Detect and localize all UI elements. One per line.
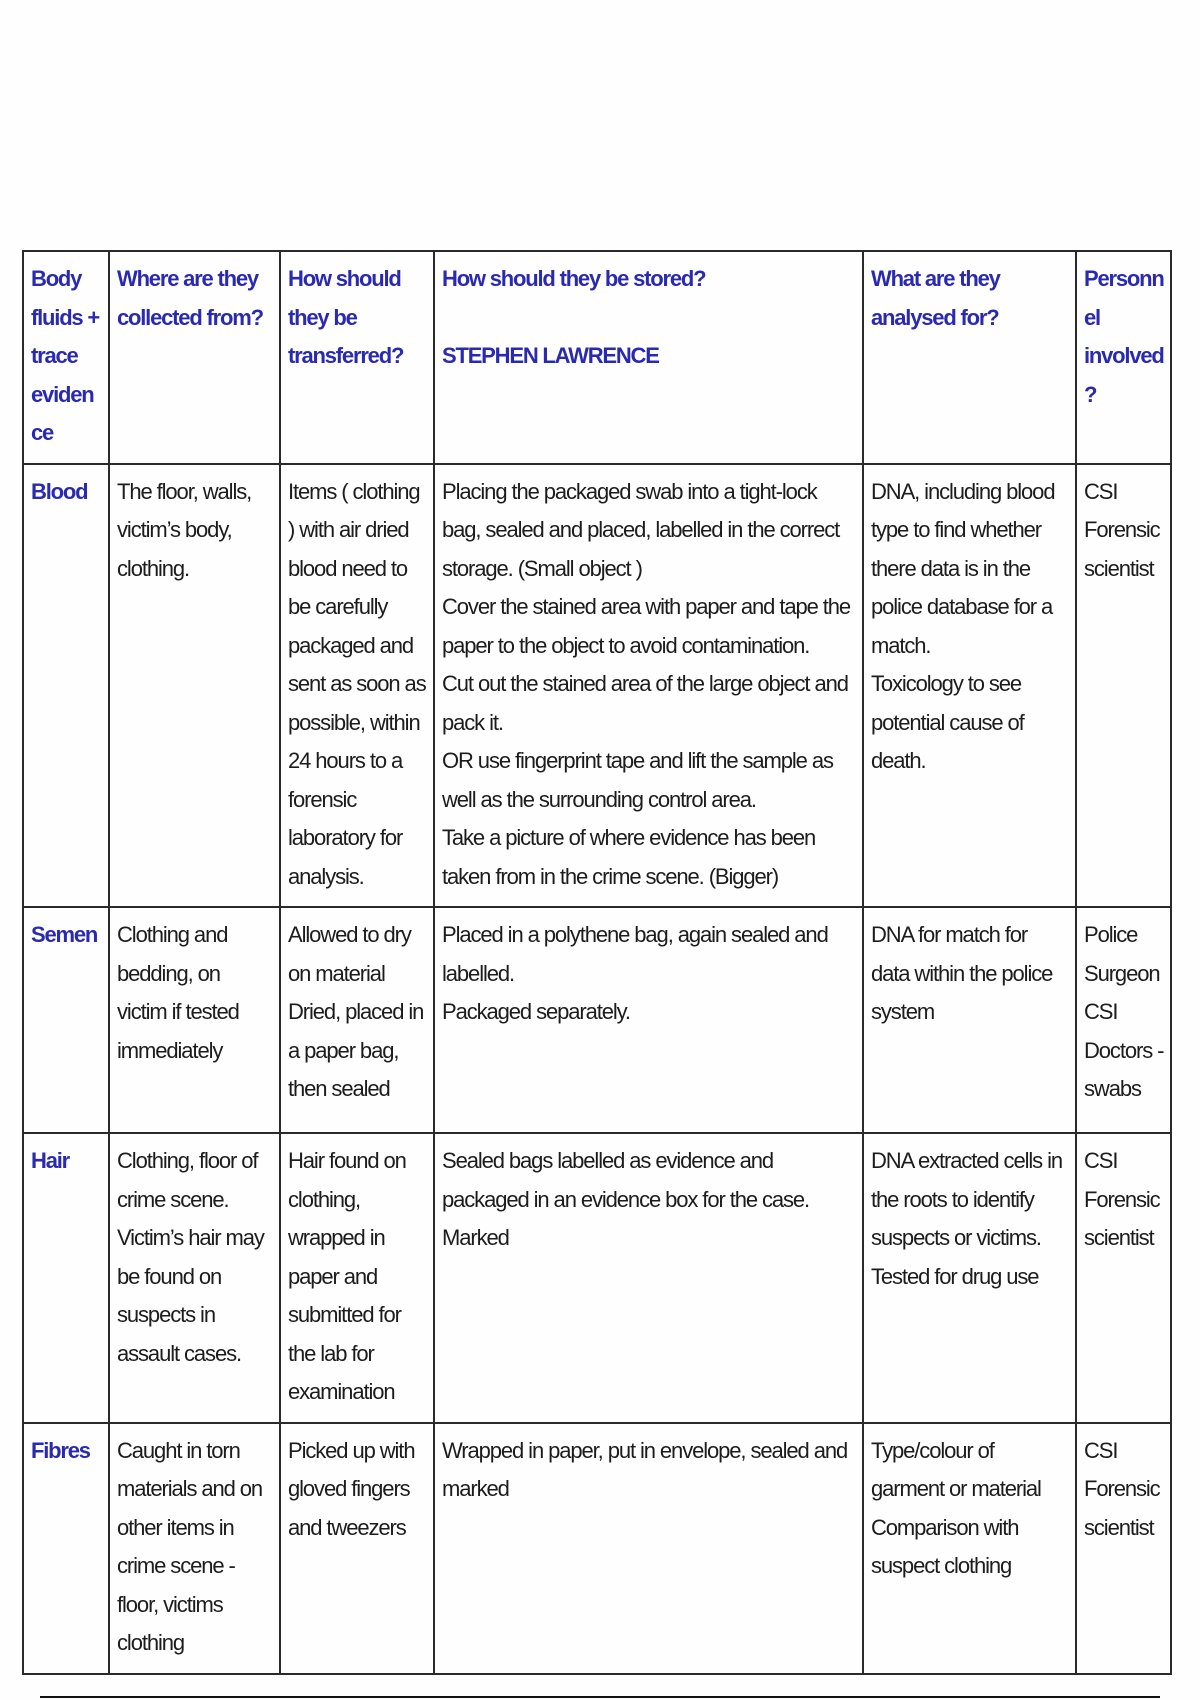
header-stored-subtitle: STEPHEN LAWRENCE <box>442 342 659 368</box>
fibres-analysed-text: Type/colour of garment or material Comparison with suspect clothing <box>871 1437 1041 1578</box>
table-cell <box>280 907 434 1133</box>
hair-personnel-text: CSI Forensic scientist <box>1084 1148 1160 1250</box>
hair-transferred-text: Hair found on clothing, wrapped in paper and submitted for the lab for examination <box>288 1148 406 1404</box>
header-personnel: Personnel involved? <box>1084 266 1164 407</box>
table-cell <box>109 1133 280 1423</box>
table-cell <box>434 1423 863 1674</box>
blood-personnel-text: CSI Forensic scientist <box>1084 478 1160 581</box>
table-row-fibres <box>23 1423 1171 1674</box>
blood-analysed-text: DNA, including blood type to find whether there data is in the police database for a match. Toxicology to see potential cause of death. <box>871 478 1055 773</box>
fibres-stored-text: Wrapped in paper, put in envelope, sealed and marked <box>442 1437 848 1501</box>
page-bottom-divider <box>40 1696 1160 1698</box>
header-cell-collected <box>109 251 280 464</box>
table-header-row <box>23 251 1171 464</box>
table-cell <box>1076 464 1171 908</box>
header-cell-analysed <box>863 251 1076 464</box>
row-label-cell <box>23 907 109 1133</box>
fibres-collected-text: Caught in torn materials and on other items in crime scene - floor, victims clothing <box>117 1437 263 1655</box>
row-label-blood: Blood <box>31 478 88 504</box>
row-label-cell <box>23 1423 109 1674</box>
header-collected-from: Where are they collected from? <box>117 266 263 330</box>
fibres-transferred-text: Picked up with gloved fingers and tweezers <box>288 1437 415 1540</box>
header-cell-transferred <box>280 251 434 464</box>
table-row-blood <box>23 464 1171 908</box>
table-cell <box>109 1423 280 1674</box>
fibres-personnel-text: CSI Forensic scientist <box>1084 1437 1160 1540</box>
evidence-table <box>22 250 1172 1675</box>
semen-transferred-text: Allowed to dry on material Dried, placed in a paper bag, then sealed <box>288 922 424 1101</box>
header-cell-stored <box>434 251 863 464</box>
hair-analysed-text: DNA extracted cells in the roots to identify suspects or victims. Tested for drug use <box>871 1148 1062 1289</box>
row-label-semen: Semen <box>31 922 98 947</box>
row-label-hair: Hair <box>31 1148 69 1173</box>
table-cell <box>1076 1133 1171 1423</box>
header-cell-personnel <box>1076 251 1171 464</box>
header-stored: How should they be stored? <box>442 266 706 291</box>
table-cell <box>434 907 863 1133</box>
table-cell <box>863 464 1076 908</box>
header-cell-body-fluids <box>23 251 109 464</box>
table-cell <box>280 1423 434 1674</box>
table-cell <box>434 464 863 908</box>
header-transferred: How should they be transferred? <box>288 266 404 368</box>
semen-analysed-text: DNA for match for data within the police system <box>871 922 1053 1024</box>
header-body-fluids: Body fluids + trace evidence <box>31 266 100 445</box>
table-cell <box>280 464 434 908</box>
table-cell <box>863 1423 1076 1674</box>
table-cell <box>280 1133 434 1423</box>
semen-stored-text: Placed in a polythene bag, again sealed and labelled. Packaged separately. <box>442 922 828 1024</box>
table-cell <box>1076 1423 1171 1674</box>
table-cell <box>109 464 280 908</box>
table-cell <box>863 907 1076 1133</box>
header-analysed-for: What are they analysed for? <box>871 266 1000 330</box>
blood-collected-text: The floor, walls, victim’s body, clothing. <box>117 478 252 581</box>
hair-stored-text: Sealed bags labelled as evidence and packaged in an evidence box for the case. Marked <box>442 1148 810 1250</box>
row-label-fibres: Fibres <box>31 1437 90 1463</box>
hair-collected-text: Clothing, floor of crime scene. Victim’s hair may be found on suspects in assault cases. <box>117 1148 264 1366</box>
table-cell <box>863 1133 1076 1423</box>
semen-collected-text: Clothing and bedding, on victim if tested immediately <box>117 922 239 1063</box>
blood-transferred-text: Items ( clothing ) with air dried blood need to be carefully packaged and sent as soon as possible, within 24 hours to a forensic laboratory for analysis. <box>288 478 426 889</box>
semen-personnel-text: Police Surgeon CSI Doctors - swabs <box>1084 922 1164 1101</box>
row-label-cell <box>23 464 109 908</box>
table-cell <box>109 907 280 1133</box>
row-label-cell <box>23 1133 109 1423</box>
table-cell <box>1076 907 1171 1133</box>
table-cell <box>434 1133 863 1423</box>
table-row-hair <box>23 1133 1171 1423</box>
blood-stored-text: Placing the packaged swab into a tight-lock bag, sealed and placed, labelled in the correct storage. (Small object ) Cover the stained area with paper and tape the paper to the object to avoid contamination. Cut out the stained area of the large object and pack it. OR use fingerprint tape and lift the sample as well as the surrounding control area. Take a picture of where evidence has been taken from in the crime scene. (Bigger) <box>442 478 851 889</box>
table-row-semen <box>23 907 1171 1133</box>
